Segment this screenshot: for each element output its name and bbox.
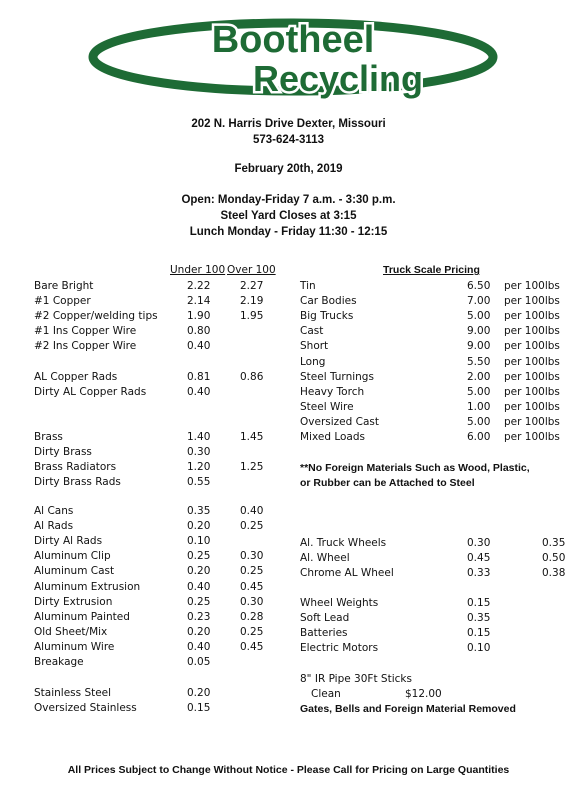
truck-item-name: Steel Turnings (300, 370, 374, 383)
item-name: Dirty Brass (34, 446, 92, 459)
truck-item-name: Cast (300, 325, 324, 338)
truck-item-unit: per 100lbs (504, 370, 560, 383)
phone: 573-624-3113 (253, 134, 324, 146)
truck-item-price: 1.00 (467, 400, 491, 413)
price-under-100: 0.10 (187, 535, 211, 548)
col-header-over-100: Over 100 (227, 264, 276, 276)
item-name: Old Sheet/Mix (34, 625, 108, 638)
wheel-price-under: 0.45 (467, 552, 491, 565)
price-over-100: 0.45 (240, 640, 264, 653)
item-name: #1 Ins Copper Wire (34, 325, 137, 338)
item-name: #1 Copper (34, 295, 91, 308)
price-under-100: 0.25 (187, 550, 211, 563)
price-over-100: 0.30 (240, 550, 264, 563)
price-under-100: 0.30 (187, 446, 211, 459)
price-over-100: 0.45 (240, 580, 264, 593)
item-name: Dirty Brass Rads (34, 476, 121, 489)
address: 202 N. Harris Drive Dexter, Missouri (191, 118, 386, 130)
misc-item-price: 0.35 (467, 612, 491, 625)
price-under-100: 0.40 (187, 580, 211, 593)
price-over-100: 0.25 (240, 520, 264, 533)
item-name: Aluminum Painted (34, 610, 130, 623)
truck-item-price: 5.00 (467, 385, 491, 398)
item-name: Oversized Stainless (34, 702, 137, 715)
truck-item-name: Mixed Loads (300, 431, 365, 443)
truck-item-price: 5.50 (467, 355, 491, 368)
logo-line1: Bootheel (211, 19, 375, 61)
item-name: AL Copper Rads (34, 371, 118, 383)
item-name: Breakage (34, 656, 84, 668)
col-header-under-100: Under 100 (170, 264, 226, 276)
truck-scale-title: Truck Scale Pricing (383, 264, 480, 276)
item-name: Aluminum Extrusion (34, 580, 141, 593)
price-under-100: 0.15 (187, 702, 211, 715)
truck-item-price: 9.00 (467, 340, 491, 353)
truck-item-unit: per 100lbs (504, 355, 560, 368)
truck-item-price: 2.00 (467, 370, 491, 383)
misc-item-name: Batteries (300, 627, 348, 640)
misc-item-price: 0.15 (467, 597, 491, 609)
price-under-100: 0.20 (187, 565, 211, 578)
wheel-item-name: Al. Wheel (300, 552, 350, 565)
price-under-100: 0.40 (187, 340, 211, 353)
lunch-hours: Lunch Monday - Friday 11:30 - 12:15 (189, 226, 388, 238)
truck-item-unit: per 100lbs (504, 310, 560, 323)
price-over-100: 2.19 (240, 295, 264, 308)
foreign-material-note-2: or Rubber can be Attached to Steel (300, 477, 475, 489)
truck-item-name: Car Bodies (300, 295, 357, 308)
misc-item-name: Soft Lead (300, 612, 350, 625)
misc-item-name: Electric Motors (300, 642, 379, 655)
truck-item-name: Steel Wire (300, 400, 354, 413)
price-under-100: 1.40 (187, 431, 211, 443)
truck-item-price: 7.00 (467, 295, 491, 308)
wheel-price-under: 0.33 (467, 567, 491, 580)
price-over-100: 0.25 (240, 565, 264, 578)
misc-item-price: 0.15 (467, 627, 491, 640)
price-over-100: 0.40 (240, 505, 264, 517)
item-name: Al Cans (34, 505, 74, 517)
date: February 20th, 2019 (234, 163, 343, 175)
price-under-100: 2.22 (187, 280, 211, 292)
price-under-100: 1.90 (187, 310, 211, 323)
truck-item-unit: per 100lbs (504, 325, 560, 338)
logo-line2: Recycling (252, 58, 424, 99)
truck-item-price: 6.50 (467, 280, 491, 292)
item-name: #2 Ins Copper Wire (34, 340, 137, 353)
item-name: Brass (34, 431, 63, 443)
misc-item-price: 0.10 (467, 642, 491, 655)
item-name: Bare Bright (34, 280, 94, 292)
bootheel-recycling-logo (88, 14, 498, 100)
truck-item-price: 5.00 (467, 310, 491, 323)
truck-item-name: Tin (300, 280, 316, 292)
price-over-100: 1.25 (240, 461, 264, 474)
wheel-item-name: Chrome AL Wheel (300, 567, 394, 580)
truck-item-price: 6.00 (467, 431, 491, 443)
item-name: #2 Copper/welding tips (34, 310, 158, 323)
truck-item-unit: per 100lbs (504, 385, 560, 398)
price-over-100: 1.45 (240, 431, 264, 443)
price-under-100: 1.20 (187, 461, 211, 474)
item-name: Al Rads (34, 520, 74, 533)
item-name: Aluminum Wire (34, 640, 115, 653)
steel-yard-closing: Steel Yard Closes at 3:15 (220, 210, 357, 222)
price-under-100: 0.40 (187, 386, 211, 399)
truck-item-price: 5.00 (467, 415, 491, 428)
item-name: Aluminum Clip (34, 550, 111, 563)
price-over-100: 0.30 (240, 595, 264, 608)
truck-item-unit: per 100lbs (504, 340, 560, 353)
truck-item-unit: per 100lbs (504, 415, 560, 428)
pipe-clean-label: Clean (311, 688, 341, 700)
wheel-price-over: 0.38 (542, 567, 566, 580)
truck-item-unit: per 100lbs (504, 295, 560, 308)
foreign-material-note-1: **No Foreign Materials Such as Wood, Plastic, (300, 462, 530, 474)
truck-item-price: 9.00 (467, 325, 491, 338)
truck-item-name: Big Trucks (300, 310, 354, 323)
price-under-100: 2.14 (187, 295, 211, 308)
wheel-price-under: 0.30 (467, 537, 491, 549)
price-under-100: 0.20 (187, 520, 211, 533)
wheel-item-name: Al. Truck Wheels (300, 537, 387, 549)
truck-item-name: Long (300, 355, 326, 368)
price-over-100: 0.28 (240, 610, 264, 623)
price-under-100: 0.20 (187, 625, 211, 638)
price-over-100: 1.95 (240, 310, 264, 323)
item-name: Dirty AL Copper Rads (34, 386, 147, 399)
hours: Open: Monday-Friday 7 a.m. - 3:30 p.m. (181, 194, 396, 206)
item-name: Aluminum Cast (34, 565, 115, 578)
price-under-100: 0.40 (187, 640, 211, 653)
price-over-100: 2.27 (240, 280, 264, 292)
price-under-100: 0.35 (187, 505, 211, 517)
truck-item-unit: per 100lbs (504, 431, 560, 443)
price-under-100: 0.55 (187, 476, 211, 489)
misc-item-name: Wheel Weights (300, 597, 379, 609)
gates-note: Gates, Bells and Foreign Material Removed (300, 703, 516, 715)
price-under-100: 0.81 (187, 371, 211, 383)
item-name: Stainless Steel (34, 687, 112, 699)
pipe-clean-price: $12.00 (405, 688, 442, 700)
price-under-100: 0.23 (187, 610, 211, 623)
item-name: Dirty Extrusion (34, 595, 113, 608)
truck-item-unit: per 100lbs (504, 400, 560, 413)
price-under-100: 0.80 (187, 325, 211, 338)
item-name: Brass Radiators (34, 461, 117, 474)
price-under-100: 0.25 (187, 595, 211, 608)
price-under-100: 0.20 (187, 687, 211, 699)
item-name: Dirty Al Rads (34, 535, 103, 548)
truck-item-name: Short (300, 340, 329, 353)
truck-item-unit: per 100lbs (504, 280, 560, 292)
price-under-100: 0.05 (187, 656, 211, 668)
price-over-100: 0.25 (240, 625, 264, 638)
price-over-100: 0.86 (240, 371, 264, 383)
wheel-price-over: 0.50 (542, 552, 566, 565)
wheel-price-over: 0.35 (542, 537, 566, 549)
truck-item-name: Oversized Cast (300, 415, 379, 428)
truck-item-name: Heavy Torch (300, 385, 365, 398)
footer-note: All Prices Subject to Change Without Notice - Please Call for Pricing on Large Quantities (67, 764, 510, 776)
pipe-label: 8" IR Pipe 30Ft Sticks (300, 673, 412, 685)
